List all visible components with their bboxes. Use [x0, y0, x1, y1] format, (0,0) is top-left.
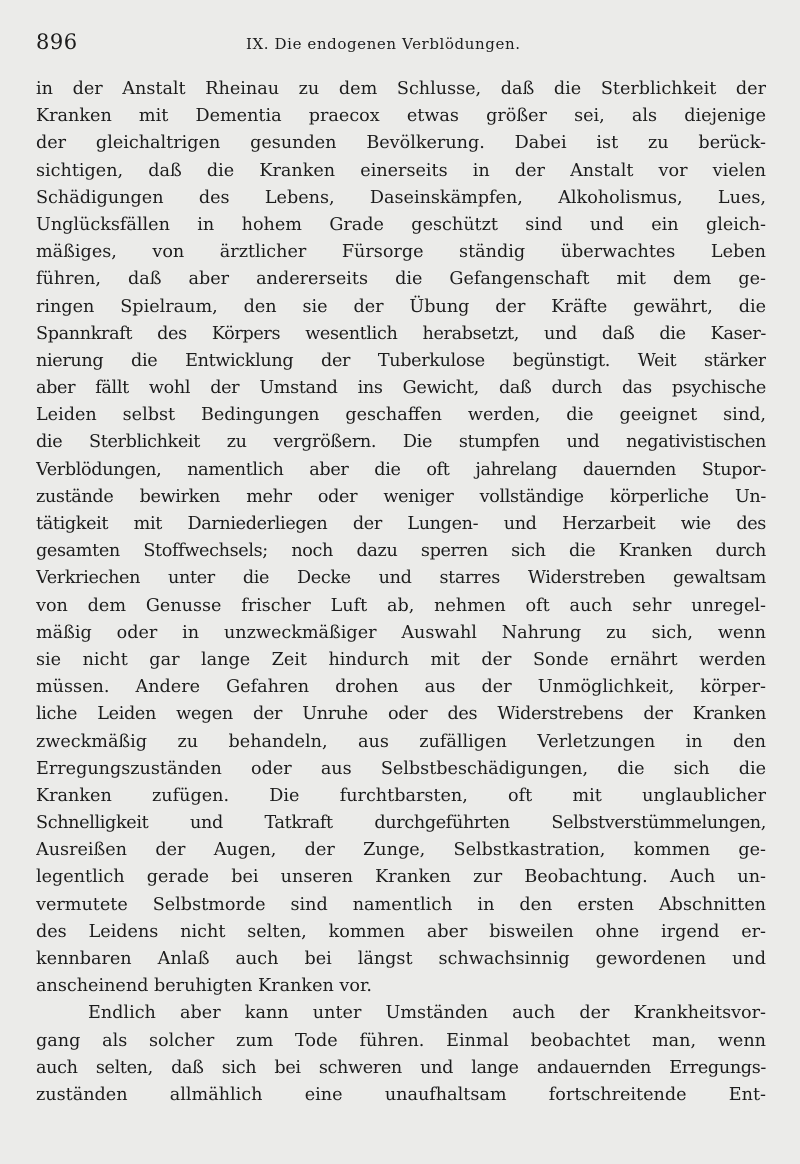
- text-line: Ausreißen der Augen, der Zunge, Selbstkastration, kommen ge-: [36, 840, 766, 861]
- text-line: mäßiges, von ärztlicher Fürsorge ständig überwachtes Leben: [36, 242, 766, 263]
- running-head: IX. Die endogenen Verblödungen.: [246, 35, 521, 53]
- text-line: Verblödungen, namentlich aber die oft jahrelang dauernden Stupor-: [36, 459, 766, 480]
- text-line: Kranken zufügen. Die furchtbarsten, oft mit unglaublicher: [36, 785, 766, 806]
- text-line: zuständen allmählich eine unaufhaltsam fortschreitende Ent-: [36, 1084, 766, 1105]
- text-line: tätigkeit mit Darniederliegen der Lungen- und Herzarbeit wie des: [36, 514, 766, 534]
- text-line: liche Leiden wegen der Unruhe oder des Widerstrebens der Kranken: [36, 704, 766, 725]
- text-line: gesamten Stoffwechsels; noch dazu sperren sich die Kranken durch: [36, 541, 766, 562]
- body-text: [36, 76, 766, 1109]
- text-line: gang als solcher zum Tode führen. Einmal beobachtet man, wenn: [36, 1030, 766, 1051]
- text-line: Erregungszuständen oder aus Selbstbeschädigungen, die sich die: [36, 758, 766, 779]
- text-line: ringen Spielraum, den sie der Übung der Kräfte gewährt, die: [36, 296, 766, 317]
- text-line: müssen. Andere Gefahren drohen aus der Unmöglichkeit, körper-: [36, 677, 766, 698]
- text-line: sie nicht gar lange Zeit hindurch mit der Sonde ernährt werden: [36, 649, 766, 670]
- text-line: aber fällt wohl der Umstand ins Gewicht, daß durch das psychische: [36, 378, 766, 399]
- text-line: Verkriechen unter die Decke und starres Widerstreben gewaltsam: [36, 568, 766, 589]
- text-line: auch selten, daß sich bei schweren und lange andauernden Erregungs-: [36, 1057, 766, 1078]
- text-line: des Leidens nicht selten, kommen aber bisweilen ohne irgend er-: [36, 921, 766, 942]
- text-line: in der Anstalt Rheinau zu dem Schlusse, daß die Sterblichkeit der: [36, 79, 766, 99]
- text-line: sichtigen, daß die Kranken einerseits in der Anstalt vor vielen: [36, 160, 766, 181]
- text-line: Unglücksfällen in hohem Grade geschützt sind und ein gleich-: [36, 214, 766, 235]
- text-line: Endlich aber kann unter Umständen auch der Krankheitsvor-: [88, 1003, 766, 1024]
- text-line: Spannkraft des Körpers wesentlich herabsetzt, und daß die Kaser-: [36, 323, 766, 344]
- text-line: Schnelligkeit und Tatkraft durchgeführten Selbstverstümmelungen,: [36, 813, 766, 834]
- text-line: Schädigungen des Lebens, Daseinskämpfen, Alkoholismus, Lues,: [36, 187, 766, 208]
- text-line: vermutete Selbstmorde sind namentlich in den ersten Abschnitten: [36, 894, 766, 915]
- text-line: führen, daß aber andererseits die Gefangenschaft mit dem ge-: [36, 269, 766, 290]
- text-line: von dem Genusse frischer Luft ab, nehmen oft auch sehr unregel-: [36, 595, 766, 616]
- text-line: zweckmäßig zu behandeln, aus zufälligen Verletzungen in den: [36, 731, 766, 752]
- text-line: kennbaren Anlaß auch bei längst schwachsinnig gewordenen und: [36, 949, 766, 969]
- text-line: mäßig oder in unzweckmäßiger Auswahl Nahrung zu sich, wenn: [36, 622, 766, 643]
- text-line: Kranken mit Dementia praecox etwas größer sei, als diejenige: [36, 106, 766, 127]
- text-line: die Sterblichkeit zu vergrößern. Die stumpfen und negativistischen: [36, 432, 766, 453]
- text-line: anscheinend beruhigten Kranken vor.: [36, 976, 373, 997]
- page-number: 896: [36, 30, 78, 54]
- page-header: [36, 30, 766, 62]
- text-line: zustände bewirken mehr oder weniger vollständige körperliche Un-: [36, 486, 766, 507]
- text-line: der gleichaltrigen gesunden Bevölkerung. Dabei ist zu berück-: [36, 133, 766, 154]
- text-line: Leiden selbst Bedingungen geschaffen werden, die geeignet sind,: [36, 405, 766, 426]
- text-line: nierung die Entwicklung der Tuberkulose begünstigt. Weit stärker: [36, 350, 766, 371]
- text-line: legentlich gerade bei unseren Kranken zur Beobachtung. Auch un-: [36, 867, 766, 888]
